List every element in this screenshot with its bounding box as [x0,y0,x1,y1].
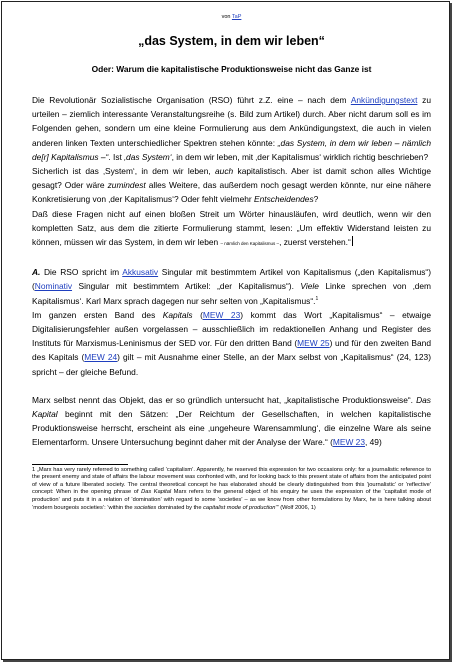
text-cursor [352,236,353,246]
text: Marx selbst nennt das Objekt, das er so gründlich untersucht hat, „kapitalistische Produktionsweise“. [32,394,417,405]
emphasis: zumindest [107,180,146,191]
paragraph-marx [32,393,431,450]
emphasis: Das Kapital [32,394,431,420]
text: . Ist [108,151,125,162]
paragraph-mew [32,308,431,379]
link-mew-24[interactable]: MEW 24 [84,352,118,363]
text: , in dem wir leben, mit ‚der Kapitalismus‘ wirklich richtig beschrieben? [171,151,429,162]
paragraph-intro [32,93,431,164]
text: Marx refers to the general object of his enquiry he uses the expression of the ‘capitalist mode of production’ and puts it in a relation of ‘domination’ with regard to some ‘societies’ – as we know from other formulations by Marx, he is here talking about ‘modern bourgeois societies’: ‘within the [32,489,431,511]
link-nominativ[interactable]: Nominativ [34,281,73,292]
emphasis: auch [215,166,234,177]
text: Linke sprechen von ‚dem Kapitalismus‘. Karl Marx sprach dagegen nur sehr selten von „Kapitalismus“. [32,281,431,306]
text: Die Revolutionär Sozialistische Organisation (RSO) führt z.Z. eine – nach dem [32,95,351,105]
emphasis: Viele [300,281,319,292]
text: , zuerst verstehen.“ [279,237,351,248]
emphasis: Kapitals [162,309,193,320]
emphasis: Das Kapital [141,489,172,496]
byline [32,14,431,20]
spacer [32,251,431,265]
text: ( [192,309,203,320]
paragraph-section-a [32,265,431,308]
spacer [32,379,431,393]
paragraph-full-sentence [32,207,431,252]
footnote-divider [32,464,128,465]
text: Daß diese Fragen nicht auf einen bloßen Streit um Wörter hinausläufen, wird deutlich, wenn wir den kompletten Satz, aus dem die zitierte Formulierung stammt, lesen: „Um effektiv Widerstand leisten zu können, müssen wir das System, in dem wir leben [32,208,431,248]
article-subtitle: Oder: Warum die kapitalistische Produktionsweise nicht das Ganze ist [91,64,372,74]
text: ) gilt – mit Ausnahme einer Stelle, an der Marx selbst von „Kapitalismus“ (24, 123) spricht – der gleiche Befund. [32,352,431,377]
text: 1 „Marx has very rarely referred to something called ‘capitalism’. Apparently, he reserved this expression for two occasions only: for a journalistic reference to the present enemy and state of affairs the labour movement was confronted with, and for looking back to this present state of affairs from the anticipated point of view of a future liberated society. The central theoretical concept he has elaborated should be clearly distinguished from this ‘journalistic’ or ‘reflective’ concept: When in the opening phrase of [32,466,431,496]
emphasis: societies [134,504,157,511]
footnote-ref[interactable]: 1 [315,295,319,302]
text: ) kommt das Wort „Kapitalismus“ – etwaige Digitalisierungsfehler außen vorgelassen – ausschließlich im redaktionellen Anhang und Register des Instituts für Marxismus-Leninismus der SED vor. Für den dritten Band ( [32,309,431,349]
link-mew-25[interactable]: MEW 25 [297,338,330,349]
byline-prefix: von [221,14,232,20]
text: Die RSO spricht im [40,267,123,278]
author-link[interactable]: TaP [231,14,242,20]
text: Singular mit bestimmtem Artikel von Kapitalismus („den Kapitalismus“) ( [32,267,431,292]
quote: „das System, in dem wir leben – nämlich de[r] Kapitalismus –“ [32,137,431,162]
text: beginnt mit den Sätzen: „Der Reichtum der Gesellschaften, in welchen kapitalistische Produktionsweise herrscht, erscheint als eine ‚ungeheure Warensammlung‘, die einzelne Ware als seine Elementarform. Unsere Untersuchung beginnt daher mit der Analyse der Ware.“ ( [32,409,431,448]
link-mew-23[interactable]: MEW 23 [202,309,241,320]
link-ankuendigungstext[interactable]: Ankündigungstext [350,95,418,105]
link-mew-23-b[interactable]: MEW 23 [332,437,365,448]
text: , 49) [365,437,382,448]
text: ? [313,194,319,205]
text: Im ganzen ersten Band des [32,309,163,320]
emphasis: Entscheidendes [254,194,314,205]
article-title: „das System, in dem wir leben“ [138,34,325,48]
text: Sicherlich ist das ‚System‘, in dem wir leben, [32,166,216,177]
text: zu urteilen – ziemlich interessante Veranstaltungsreihe (s. Bild zum Artikel) durch. Aber nicht darum soll es im Folgenden gehen, sondern um eine kleine Formulierung aus dem Ankündigungstext, die auch in vielen anderen linken Texten unterschiedlicher Spektren stehen könnte: [32,95,431,148]
text: ) und für den zweiten Band des Kapitals ( [32,338,431,363]
text: kapitalistisch. Aber ist damit schon alles Wichtige gesagt? Oder wäre [32,166,431,191]
footnote-1 [32,467,431,513]
document-page [1,1,450,660]
text: alles Weitere, das außerdem noch gesagt werden könnte, nur eine nähere Konkretisierung von ‚der Kapitalismus‘? Oder fehlt vielmehr [32,180,431,205]
link-akkusativ[interactable]: Akkusativ [122,267,159,278]
section-label: A. [32,267,41,278]
text: Singular mit bestimmtem Artikel: „der Kapitalismus“). [72,281,301,292]
small-text: – nämlich den Kapitalismus – [220,241,280,247]
emphasis: capitalist mode of production [203,504,276,511]
paragraph-question [32,164,431,207]
text: ’” (Wolf 2006, 1) [275,504,316,511]
text: dominated by the [156,504,204,511]
quote: ‚das System‘ [124,151,172,162]
